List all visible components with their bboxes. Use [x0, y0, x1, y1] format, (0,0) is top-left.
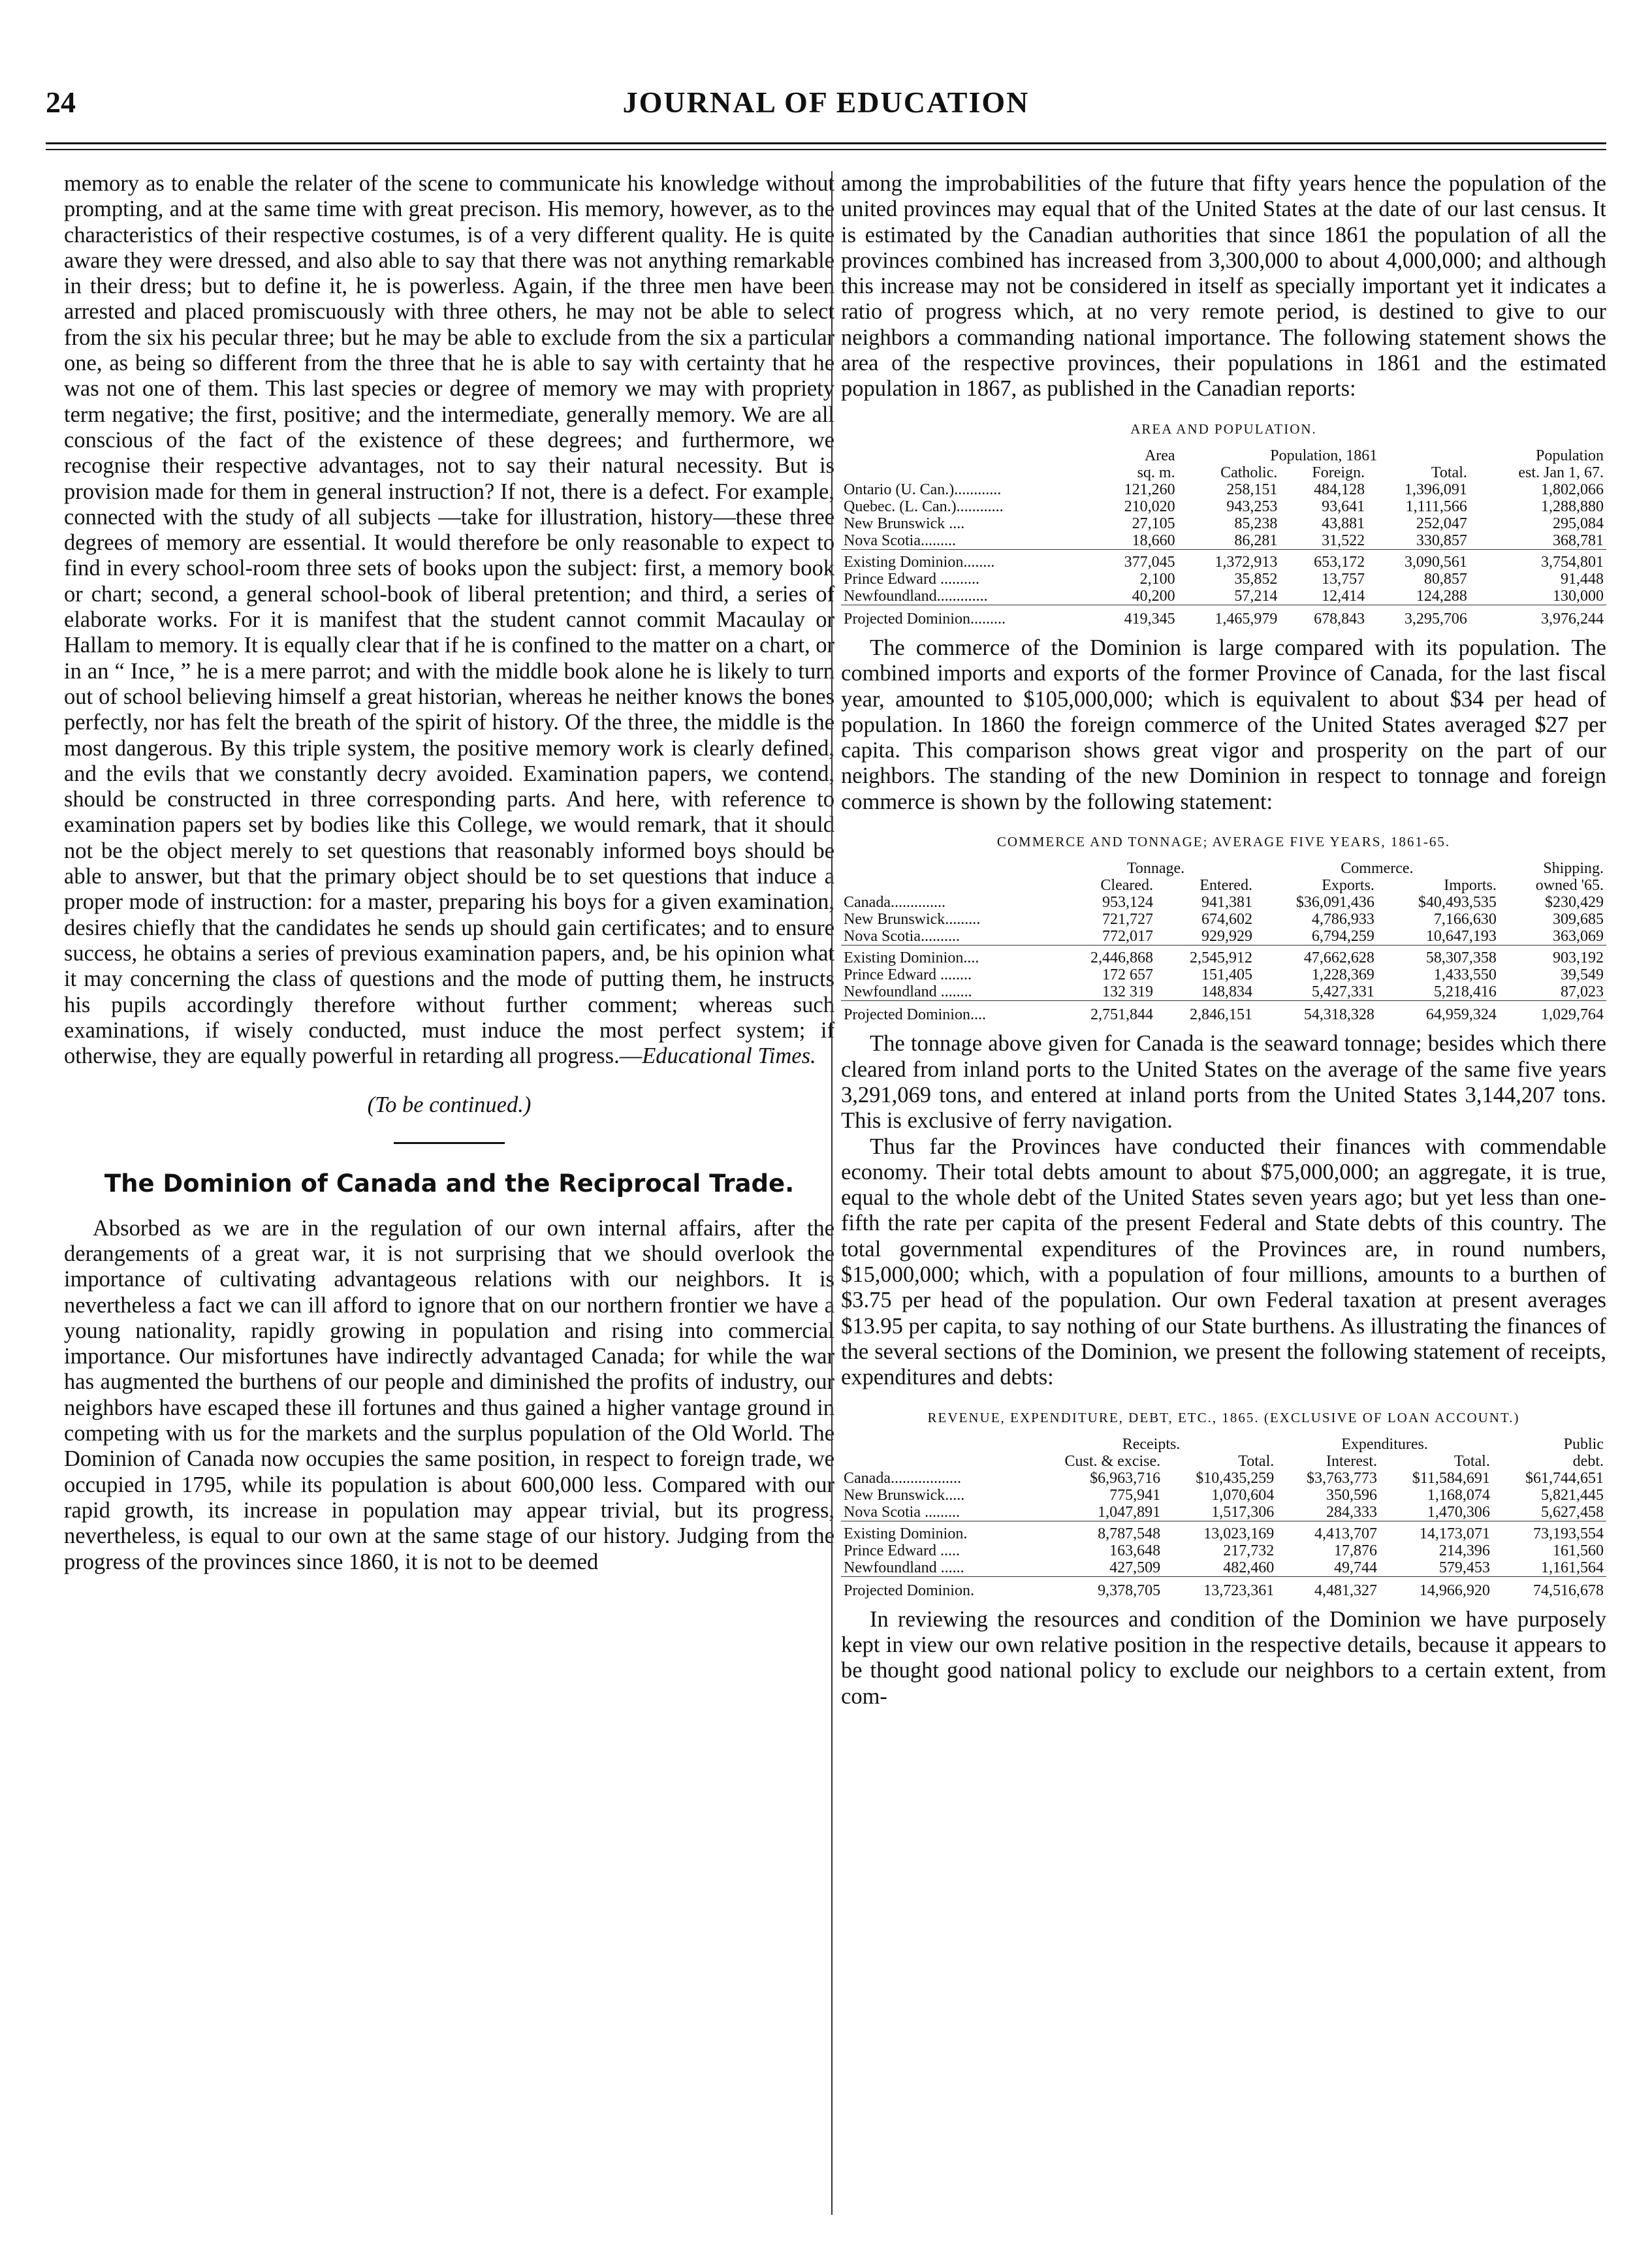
table-cell: 5,627,458: [1541, 1503, 1604, 1521]
table-cell: 2,846,151: [1156, 1001, 1255, 1024]
table-row: [841, 928, 1606, 946]
row-label: New Brunswick ....: [844, 515, 965, 532]
table-row: [841, 1504, 1606, 1521]
table-cell: 14,173,071: [1380, 1521, 1493, 1542]
table-cell: 295,084: [1553, 515, 1604, 532]
table-group-header: Commerce.: [1341, 860, 1414, 878]
table-header: debt.: [1572, 1452, 1604, 1470]
table-cell: 9,378,705: [1026, 1576, 1163, 1599]
table-cell: 368,781: [1553, 532, 1604, 549]
right-paragraph-1: among the improbabilities of the future that fifty years hence the population of the united provinces may equal that of the United States at the date of our last census. It is estimated by the Canadian authorities that since 1861 the population of all the provinces combined has increased from 3,300,000 to about 4,000,000; and although this increase may not be considered in itself as specially important yet it indicates a ratio of progress which, at no very remote period, is destined to give to our neighbors a commanding national importance. The following statement shows the area of the respective provinces, their populations in 1861 and the estimated population in 1867, as published in the Canadian reports:: [841, 171, 1606, 402]
table-cell: 5,821,445: [1541, 1486, 1604, 1504]
row-label: Nova Scotia..........: [844, 928, 960, 946]
row-label: Existing Dominion........: [841, 549, 1093, 571]
table-cell: $61,744,651: [1525, 1469, 1604, 1487]
table-cell: 674,602: [1201, 911, 1252, 929]
table-cell: 953,124: [1102, 894, 1154, 912]
table-cell: $40,493,535: [1418, 894, 1497, 912]
table-cell: 35,852: [1234, 570, 1278, 588]
row-label: Prince Edward ..........: [844, 570, 979, 588]
table-cell: 350,596: [1326, 1486, 1377, 1504]
table-cell: 419,345: [1093, 605, 1178, 628]
table-cell: 80,857: [1423, 570, 1467, 588]
right-paragraph-2: The commerce of the Dominion is large compared with its population. The combined imports and exports of the former Province of Canada, for the last fiscal year, amounted to $105,000,000; which is equivalent to about $34 per head of population. In 1860 the foreign commerce of the United States averaged $27 per capita. This comparison shows great vigor and prosperity on the part of our neighbors. The standing of the new Dominion in respect to tonnage and foreign commerce is shown by the following statement:: [841, 635, 1606, 814]
table-cell: 12,414: [1322, 587, 1365, 605]
table-cell: 258,151: [1226, 481, 1278, 498]
table-cell: 172 657: [1102, 966, 1154, 984]
table-cell: 6,794,259: [1311, 928, 1374, 946]
table-total-row: [841, 605, 1606, 628]
table-row: [841, 549, 1606, 571]
row-label: Projected Dominion.: [841, 1576, 1026, 1599]
row-label: Existing Dominion.: [841, 1521, 1026, 1542]
table-header: Area: [1144, 447, 1175, 464]
table-header: Foreign.: [1312, 464, 1365, 481]
table-cell: 482,460: [1223, 1559, 1275, 1576]
table-cell: 10,647,193: [1425, 928, 1497, 946]
row-label: New Brunswick.........: [844, 911, 981, 929]
table-cell: 47,662,628: [1255, 946, 1377, 967]
table-cell: 721,727: [1102, 911, 1154, 929]
table-cell: 85,238: [1234, 515, 1278, 532]
table-cell: 3,295,706: [1367, 605, 1470, 628]
table-row: [841, 966, 1606, 983]
table-cell: 74,516,678: [1493, 1576, 1606, 1599]
table-header: Exports.: [1322, 877, 1374, 895]
table-header: Interest.: [1326, 1452, 1377, 1470]
table-cell: 86,281: [1234, 532, 1278, 549]
row-label: Projected Dominion.........: [841, 605, 1093, 628]
table-cell: 64,959,324: [1377, 1001, 1499, 1024]
table-cell: 39,549: [1561, 966, 1604, 984]
table-row: [841, 946, 1606, 967]
table-cell: $36,091,436: [1295, 894, 1374, 912]
table-cell: 1,396,091: [1404, 481, 1467, 498]
row-label: Existing Dominion....: [841, 946, 1056, 967]
table-row: [841, 911, 1606, 928]
table-cell: 54,318,328: [1255, 1001, 1377, 1024]
table-revenue-title: REVENUE, EXPENDITURE, DEBT, ETC., 1865. (EXCLUSIVE OF LOAN ACCOUNT.): [927, 1409, 1520, 1425]
table-header: sq. m.: [1137, 464, 1175, 481]
right-paragraph-5: In reviewing the resources and condition of the Dominion we have purposely kept in view our own relative position in the respective details, because it appears to be thought good national policy to exclude our neighbors to a certain extent, from com-: [841, 1606, 1606, 1709]
row-label: Nova Scotia .........: [844, 1503, 960, 1521]
table-cell: 14,966,920: [1380, 1576, 1493, 1599]
table-header: Total.: [1431, 464, 1467, 481]
row-label: Prince Edward ........: [844, 966, 972, 984]
table-total-row: [841, 1576, 1606, 1599]
table-cell: 1,029,764: [1499, 1001, 1606, 1024]
table-cell: 31,522: [1322, 532, 1365, 549]
table-cell: 1,470,306: [1427, 1503, 1490, 1521]
table-cell: $230,429: [1545, 894, 1604, 912]
table-cell: 1,372,913: [1178, 549, 1280, 571]
table-cell: 4,786,933: [1311, 911, 1374, 929]
table-header: Entered.: [1199, 877, 1252, 895]
table-cell: 941,381: [1201, 894, 1252, 912]
table-cell: 1,228,369: [1311, 966, 1374, 984]
table-cell: 772,017: [1102, 928, 1154, 946]
table-cell: 17,876: [1334, 1542, 1377, 1559]
table-cell: 73,193,554: [1493, 1521, 1606, 1542]
article-title: The Dominion of Canada and the Reciprocal Trade.: [104, 1169, 795, 1198]
table-cell: 929,929: [1201, 928, 1252, 946]
row-label: Newfoundland ........: [844, 983, 972, 1001]
table-cell: 4,481,327: [1277, 1576, 1380, 1599]
table-row: [841, 894, 1606, 911]
table-cell: 91,448: [1561, 570, 1604, 588]
table-header: Catholic.: [1220, 464, 1278, 481]
row-label: Canada..................: [844, 1469, 961, 1487]
table-cell: 13,723,361: [1163, 1576, 1277, 1599]
table-group-header: Shipping.: [1543, 860, 1604, 878]
table-cell: 27,105: [1132, 515, 1175, 532]
table-cell: 903,192: [1499, 946, 1606, 967]
table-cell: 40,200: [1132, 587, 1175, 605]
running-title: JOURNAL OF EDUCATION: [622, 86, 1030, 119]
table-cell: 217,732: [1223, 1542, 1275, 1559]
page-number: 24: [46, 86, 76, 119]
table-row: [841, 571, 1606, 588]
table-cell: $6,963,716: [1090, 1469, 1161, 1487]
table-cell: 1,047,891: [1098, 1503, 1161, 1521]
table-cell: 3,090,561: [1367, 549, 1470, 571]
table-cell: 58,307,358: [1377, 946, 1499, 967]
table-row: [841, 498, 1606, 515]
table-header: Total.: [1453, 1452, 1490, 1470]
table-cell: 148,834: [1201, 983, 1252, 1001]
table-header: Cleared.: [1100, 877, 1154, 895]
table-group-header: Population, 1861: [1270, 447, 1378, 464]
source-citation: Educational Times.: [642, 1043, 816, 1069]
table-cell: 653,172: [1280, 549, 1367, 571]
table-cell: 7,166,630: [1433, 911, 1497, 929]
table-cell: $3,763,773: [1307, 1469, 1377, 1487]
table-cell: 252,047: [1416, 515, 1467, 532]
table-cell: 1,288,880: [1541, 498, 1604, 515]
table-cell: 1,161,564: [1541, 1559, 1604, 1576]
left-paragraph-2: Absorbed as we are in the regulation of our own internal affairs, after the derangements of a great war, it is not surprising that we should overlook the importance of cultivating advantageous relations with our neighbors. It is nevertheless a fact we can ill afford to ignore that on our northern frontier we have a young nationality, rapidly growing in population and rising into commercial importance. Our misfortunes have indirectly advantaged Canada; for while the war has augmented the burthens of our people and diminished the profits of industry, our neighbors have escaped these ill fortunes and thus gained a higher vantage ground in competing with us for the markets and the surplus population of the Old World. The Dominion of Canada now occupies the same position, in respect to foreign trade, we occupied in 1795, while its population is about 600,000 less. Compared with our rapid growth, its increase in population may appear trivial, but its progress, nevertheless, is equal to our own at the same stage of our history. Judging from the progress of the provinces since 1860, it is not to be deemed: [64, 1215, 834, 1574]
table-cell: 13,023,169: [1163, 1521, 1277, 1542]
table-cell: 363,069: [1553, 928, 1604, 946]
table-row: [841, 532, 1606, 550]
table-group-header: Expenditures.: [1341, 1435, 1428, 1453]
row-label: Prince Edward .....: [844, 1542, 960, 1559]
row-label: Nova Scotia.........: [844, 532, 956, 549]
table-cell: 284,333: [1326, 1503, 1377, 1521]
table-area-population-title: AREA AND POPULATION.: [1130, 421, 1317, 437]
table-cell: 1,517,306: [1211, 1503, 1275, 1521]
table-cell: 579,453: [1438, 1559, 1490, 1576]
table-cell: 214,396: [1438, 1542, 1490, 1559]
table-cell: 130,000: [1553, 587, 1604, 605]
table-total-row: [841, 1001, 1606, 1024]
table-cell: 43,881: [1322, 515, 1365, 532]
row-label: Projected Dominion....: [841, 1001, 1056, 1024]
section-divider: [394, 1142, 505, 1144]
row-label: Canada..............: [844, 894, 945, 912]
table-cell: 1,433,550: [1433, 966, 1497, 984]
table-commerce-title: COMMERCE AND TONNAGE; AVERAGE FIVE YEARS, 1861-65.: [996, 834, 1451, 850]
row-label: Newfoundland ......: [844, 1559, 964, 1576]
table-cell: 1,111,566: [1405, 498, 1467, 515]
table-row: [841, 1487, 1606, 1504]
table-cell: 8,787,548: [1026, 1521, 1163, 1542]
left-paragraph-1: memory as to enable the relater of the scene to communicate his knowledge without prompting, and at the same time with great precison. His memory, however, as to the characteristics of their respective costumes, is of a very different quality. He is quite aware they were dressed, and also able to say that there was not anything remarkable in their dress; but to define it, he is powerless. Again, if the three men have been arrested and placed promiscuously with three others, he may not be able to select from the six his pecular three; but he may be able to exclude from the six a particular one, as being so different from the three that he is able to say with certainty that he was not one of them. This last species or degree of memory we may with propriety term negative; the first, positive; and the intermediate, generally memory. We are all conscious of the fact of the existence of these degrees; and furthermore, we recognise their respective advantages, not to say their natural necessity. But is provision made for them in general instruction? If not, there is a defect. For example, connected with the study of all subjects —take for illustration, history—these three degrees of memory are essential. It would therefore be only reasonable to expect to find in every school-room three sets of books upon the subject: first, a memory book or chart; second, a general school-book of liberal pretention; and third, a series of elaborate works. For it is manifest that the student cannot commit Macaulay or Hallam to memory. It is equally clear that if he is confined to the matter on a chart, or in an “ Ince, ” he is a mere parrot; and with the middle book alone he is likely to turn out of school believing himself a great historian, whereas he neither knows the bones perfectly, nor has felt the breath of the spirit of history. Of the three, the middle is the most dangerous. By this triple system, the positive memory work is clearly defined, and the evils that we constantly decry avoided. Examination papers, we contend, should be constructed in three corresponding parts. And here, with reference to examination papers set by bodies like this College, we would remark, that it should not be the object merely to set questions that reasonably informed boys should be able to answer, but that the primary object should be to set questions that induce a proper mode of instruction: for a master, preparing his boys for a given examination, desires chiefly that the candidates he sends up should gain certificates; and to ensure success, he obtains a series of previous examination papers, and, be his opinion what it may concerning the class of questions and the mode of putting them, he instructs his pupils accordingly therefore without further comment; whereas such examinations, if wisely conducted, must induce the most perfect system; if otherwise, they are equally powerful in retarding all progress.—Educational Times.: [64, 171, 834, 1069]
table-header: Population: [1535, 447, 1604, 464]
row-label: New Brunswick.....: [844, 1486, 965, 1504]
row-label: Quebec. (L. Can.)............: [844, 498, 1004, 515]
table-group-header: Tonnage.: [1126, 860, 1185, 878]
row-label: Newfoundland.............: [844, 587, 988, 605]
table-cell: 4,413,707: [1277, 1521, 1380, 1542]
table-row: [841, 983, 1606, 1001]
row-label: Ontario (U. Can.)............: [844, 481, 1002, 498]
table-row: [841, 588, 1606, 605]
table-row: [841, 1521, 1606, 1542]
table-cell: 2,446,868: [1056, 946, 1156, 967]
table-cell: 5,427,331: [1311, 983, 1374, 1001]
table-cell: 427,509: [1109, 1559, 1161, 1576]
right-paragraph-4: Thus far the Provinces have conducted their finances with commendable economy. Their total debts amount to about $75,000,000; an aggregate, it is true, equal to the whole debt of the United States seven years ago; but yet less than one-fifth the rate per capita of the present Federal and State debts of this country. The total governmental expenditures of the Provinces are, in round numbers, $15,000,000; which, with a population of four millions, amounts to a burthen of $3.75 per head of the population. Our own Federal taxation at present averages $13.95 per capita, to say nothing of our State burthens. As illustrating the finances of the several sections of the Dominion, we present the following statement of receipts, expenditures and debts:: [841, 1134, 1606, 1390]
table-cell: 87,023: [1561, 983, 1604, 1001]
right-paragraph-3: The tonnage above given for Canada is the seaward tonnage; besides which there cleared from inland ports to the United States on the average of the same five years 3,291,069 tons, and entered at inland ports from the United States 3,144,207 tons. This is exclusive of ferry navigation.: [841, 1031, 1606, 1134]
header-rule-double: [46, 149, 1606, 150]
table-cell: 3,976,244: [1470, 605, 1606, 628]
table-cell: 18,660: [1132, 532, 1175, 549]
table-group-header: Public: [1563, 1435, 1604, 1453]
table-row: [841, 1470, 1606, 1487]
table-cell: 5,218,416: [1433, 983, 1497, 1001]
table-header: Cust. & excise.: [1064, 1452, 1161, 1470]
right-column: [841, 171, 1606, 2228]
continued-note: (To be continued.): [367, 1092, 532, 1118]
table-cell: 943,253: [1226, 498, 1278, 515]
table-cell: 124,288: [1416, 587, 1467, 605]
table-cell: 330,857: [1416, 532, 1467, 549]
table-cell: $10,435,259: [1196, 1469, 1275, 1487]
table-cell: 1,168,074: [1427, 1486, 1490, 1504]
table-header: owned '65.: [1535, 877, 1604, 895]
table-cell: 1,802,066: [1541, 481, 1604, 498]
table-cell: 309,685: [1553, 911, 1604, 929]
table-cell: 1,465,979: [1178, 605, 1280, 628]
table-row: [841, 481, 1606, 498]
column-divider: [831, 171, 833, 2215]
table-row: [841, 1542, 1606, 1559]
table-cell: 57,214: [1234, 587, 1278, 605]
table-cell: 678,843: [1280, 605, 1367, 628]
table-cell: 121,260: [1124, 481, 1175, 498]
table-header: Total.: [1238, 1452, 1275, 1470]
table-row: [841, 1559, 1606, 1577]
table-cell: 13,757: [1322, 570, 1365, 588]
page-header: [46, 85, 1606, 131]
table-cell: 163,648: [1109, 1542, 1161, 1559]
table-area-population: [841, 447, 1606, 628]
table-revenue: [841, 1436, 1606, 1599]
table-cell: 161,560: [1553, 1542, 1604, 1559]
table-cell: 377,045: [1093, 549, 1178, 571]
table-cell: 132 319: [1102, 983, 1154, 1001]
table-cell: 2,751,844: [1056, 1001, 1156, 1024]
left-column: [64, 171, 834, 2228]
table-cell: 484,128: [1314, 481, 1365, 498]
table-cell: 3,754,801: [1470, 549, 1606, 571]
table-cell: 49,744: [1334, 1559, 1377, 1576]
table-cell: 1,070,604: [1211, 1486, 1275, 1504]
table-cell: 2,545,912: [1156, 946, 1255, 967]
table-cell: 2,100: [1139, 570, 1175, 588]
table-cell: 151,405: [1201, 966, 1252, 984]
table-row: [841, 515, 1606, 532]
table-header: Imports.: [1444, 877, 1497, 895]
table-cell: 210,020: [1124, 498, 1175, 515]
table-cell: 775,941: [1109, 1486, 1161, 1504]
table-cell: 93,641: [1322, 498, 1365, 515]
table-header: est. Jan 1, 67.: [1518, 464, 1604, 481]
table-commerce: [841, 860, 1606, 1023]
table-cell: $11,584,691: [1412, 1469, 1490, 1487]
table-group-header: Receipts.: [1122, 1435, 1181, 1453]
header-rule: [46, 142, 1606, 144]
